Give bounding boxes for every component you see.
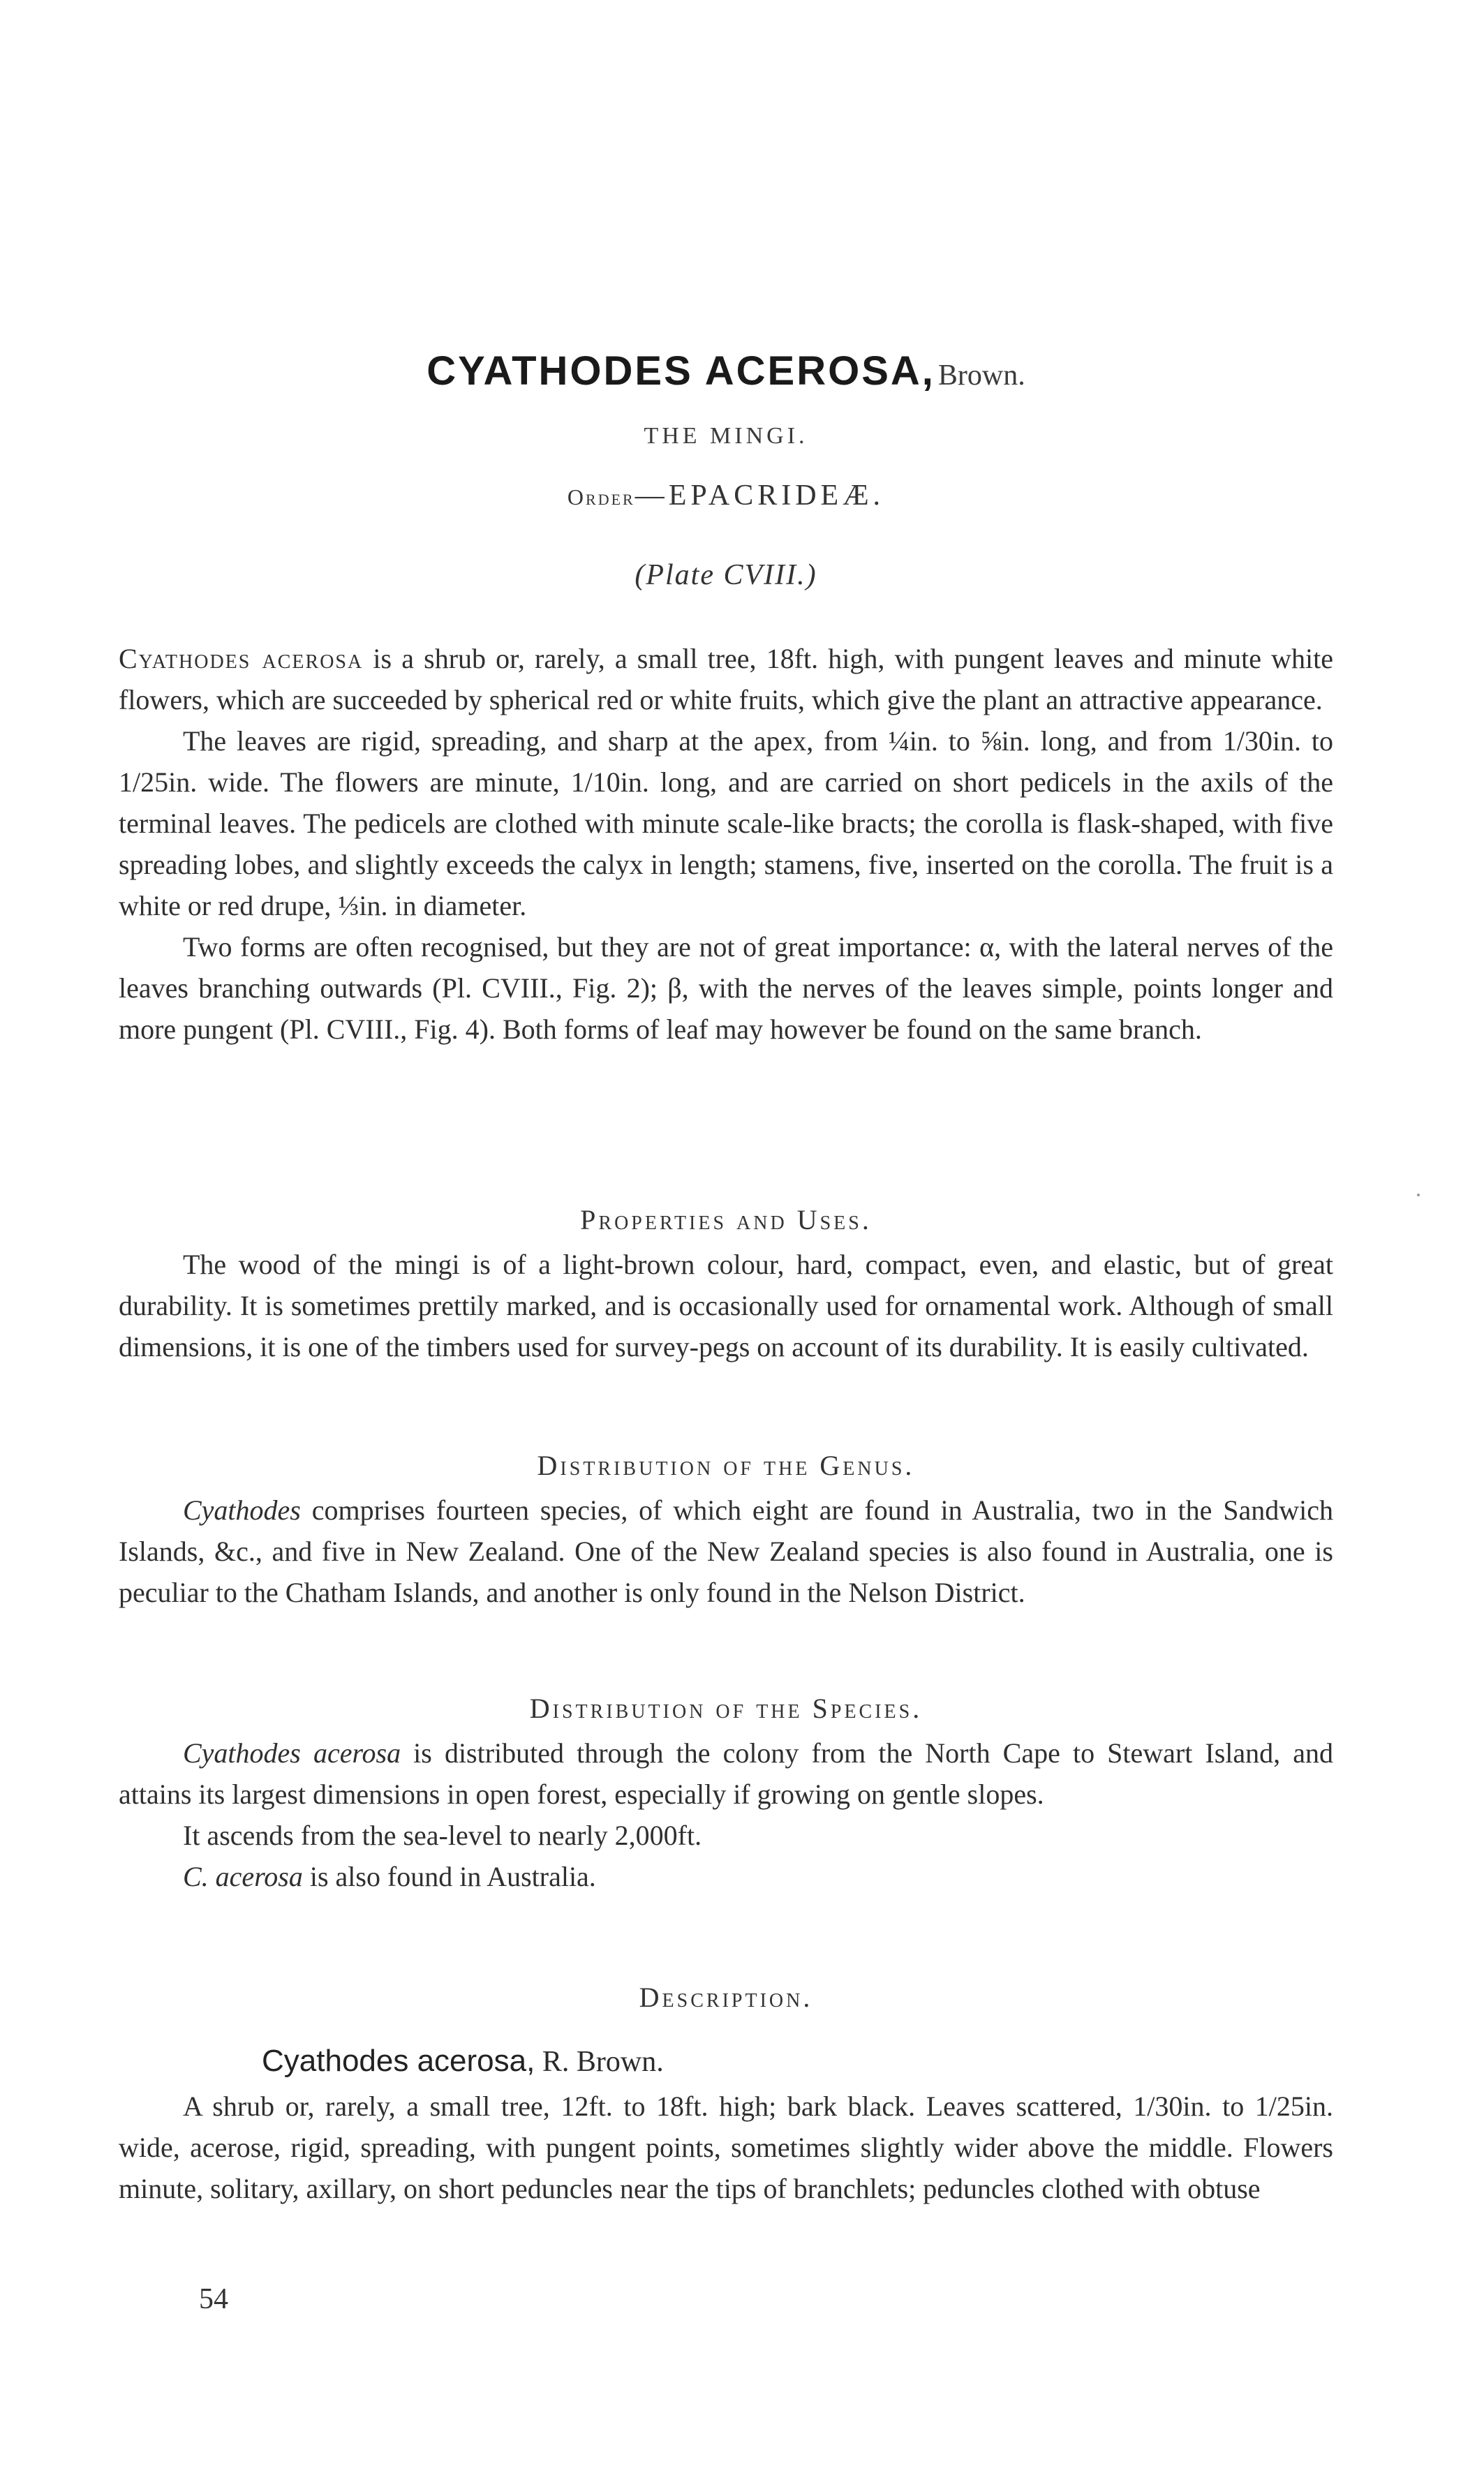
order-dash: — bbox=[635, 480, 669, 512]
species-abbrev: C. acerosa bbox=[183, 1861, 303, 1892]
intro-p1-text: is a shrub or, rarely, a small tree, 18ft. high, with pungent leaves and minute white flowers, which are succeeded by spherical red or white fruits, which give the plant an attractive appearance. bbox=[119, 643, 1334, 715]
intro-paragraph-2: The leaves are rigid, spreading, and sharp at the apex, from ¼in. to ⅝in. long, and from 1/30in. to 1/25in. wide. The flowers are minute, 1/10in. long, and are carried on short pedicels in the axils of the terminal leaves. The pedicels are clothed with minute scale-like bracts; the corolla is flask-shaped, with five spreading lobes, and slightly exceeds the calyx in length; stamens, five, inserted on the corolla. The fruit is a white or red drupe, ⅓in. in diameter. bbox=[119, 725, 1333, 921]
order-line bbox=[119, 479, 1333, 512]
genus-section bbox=[119, 1490, 1333, 1613]
title-authority: Brown. bbox=[937, 359, 1025, 392]
genus-text: comprises fourteen species, of which eight are found in Australia, two in the Sandwich Islands, &c., and five in New Zealand. One of the New Zealand species is also found in Australia, one is peculiar to the Chatham Islands, and another is only found in the Nelson District. bbox=[119, 1494, 1333, 1608]
species-section bbox=[119, 1732, 1333, 1897]
intro-paragraph-3: Two forms are often recognised, but they are not of great importance: α, with the lateral nerves of the leaves branching outwards (Pl. CVIII., Fig. 2); β, with the nerves of the leaves simple, points longer and more pungent (Pl. CVIII., Fig. 4). Both forms of leaf may however be found on the same branch. bbox=[119, 931, 1333, 1045]
genus-heading: Distribution of the Genus. bbox=[537, 1450, 915, 1481]
species-paragraph bbox=[119, 1732, 1333, 1815]
species-text: is distributed through the colony from the North Cape to Stewart Island, and attains its largest dimensions in open forest, especially if growing on gentle slopes. bbox=[119, 1737, 1333, 1810]
stray-mark bbox=[1417, 1194, 1420, 1196]
plate-reference: (Plate CVIII.) bbox=[635, 559, 817, 591]
properties-heading: Properties and Uses. bbox=[580, 1204, 872, 1235]
page-number: 54 bbox=[199, 2283, 228, 2315]
common-name: THE MINGI. bbox=[644, 423, 808, 449]
species-heading: Distribution of the Species. bbox=[529, 1693, 923, 1724]
properties-paragraph: The wood of the mingi is of a light-brown colour, hard, compact, even, and elastic, but of great durability. It is sometimes prettily marked, and is occasionally used for ornamental work. Although of small dimensions, it is one of the timbers used for survey-pegs on account of its durability. It is easily cultivated. bbox=[119, 1249, 1333, 1362]
intro-section bbox=[119, 638, 1333, 1050]
title-line bbox=[119, 348, 1333, 394]
description-authority: R. Brown. bbox=[542, 2046, 664, 2078]
species-lead: Cyathodes acerosa bbox=[183, 1737, 401, 1769]
species-title: CYATHODES ACEROSA, bbox=[426, 348, 935, 394]
description-paragraph: A shrub or, rarely, a small tree, 12ft. to 18ft. high; bark black. Leaves scattered, 1/30in. to 1/25in. wide, acerose, rigid, spreading, with pungent points, sometimes slightly wider above the middle. Flowers minute, solitary, axillary, on short peduncles near the tips of branchlets; peduncles clothed with obtuse bbox=[119, 2090, 1333, 2204]
properties-section bbox=[119, 1244, 1333, 1367]
description-species-name: Cyathodes acerosa, bbox=[262, 2044, 535, 2078]
description-section bbox=[119, 2086, 1333, 2209]
species-australia bbox=[119, 1856, 1333, 1897]
description-subhead bbox=[262, 2044, 664, 2079]
intro-lead: Cyathodes acerosa bbox=[119, 643, 364, 674]
order-label: Order bbox=[567, 484, 635, 510]
genus-paragraph bbox=[119, 1490, 1333, 1613]
species-australia-text: is also found in Australia. bbox=[302, 1861, 596, 1892]
order-name: EPACRIDEÆ. bbox=[668, 480, 885, 512]
document-page bbox=[119, 0, 1333, 2473]
species-altitude: It ascends from the sea-level to nearly 2,000ft. bbox=[183, 1820, 702, 1851]
intro-paragraph-1 bbox=[119, 638, 1333, 720]
description-heading: Description. bbox=[639, 1982, 813, 2013]
genus-lead: Cyathodes bbox=[183, 1494, 301, 1526]
